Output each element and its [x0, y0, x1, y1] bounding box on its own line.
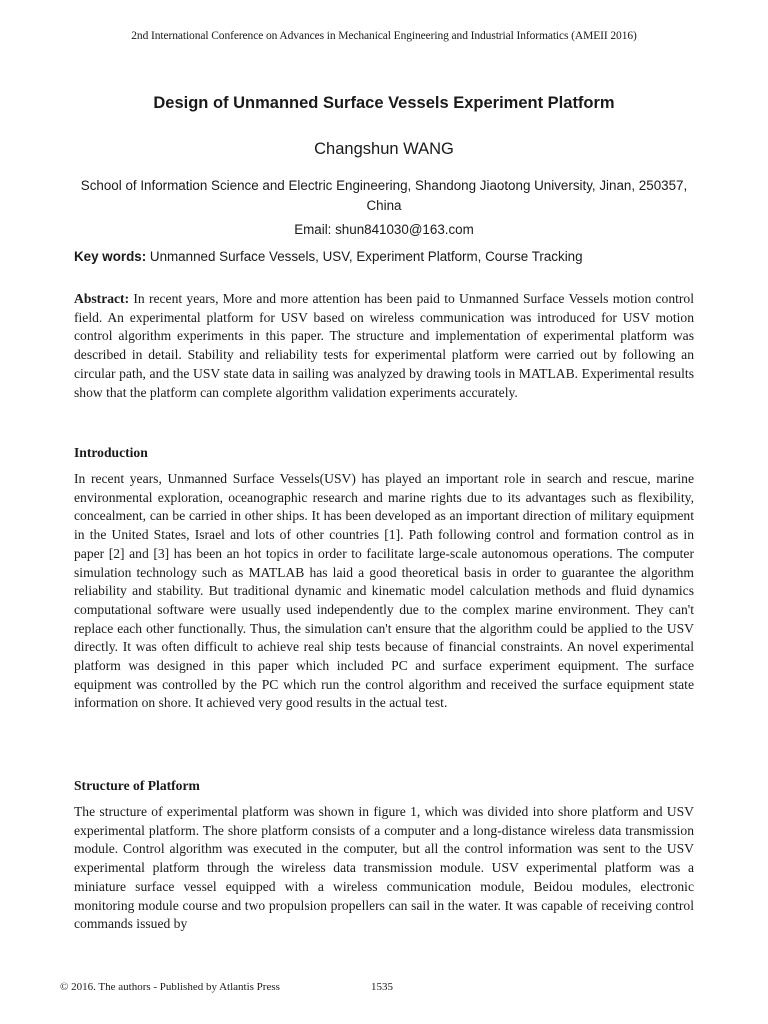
conference-header: 2nd International Conference on Advances in Mechanical Engineering and Industrial Informatics (AMEII 2016)	[131, 30, 637, 42]
section-heading-introduction: Introduction	[74, 445, 148, 460]
section-heading-structure: Structure of Platform	[74, 778, 200, 793]
author-email: Email: shun841030@163.com	[294, 222, 474, 237]
author-affiliation: School of Information Science and Electric Engineering, Shandong Jiaotong University, Jinan, 250357, China	[80, 178, 688, 213]
footer-page-number: 1535	[371, 981, 393, 993]
section-body-introduction: In recent years, Unmanned Surface Vessels(USV) has played an important role in search and rescue, marine environmental exploration, oceanographic research and marine rights due to its advantages such as flexibility, concealment, can be carried in other ships. It has been developed as an important direction of military equipment in the United States, Israel and lots of other countries [1]. Path following control and formation control as in paper [2] and [3] has been an hot topics in order to facilitate large-scale autonomous operations. The computer simulation technology such as MATLAB has laid a good theoretical basis in order to guarantee the algorithm reliability and stability. But traditional dynamic and kinematic model calculation methods and fluid dynamics computational software were usually used independently due to the complex marine environment. They can't replace each other functionally. Thus, the simulation can't ensure that the algorithm could be applied to the USV directly. It was often difficult to achieve real ship tests because of financial constraints. An novel experimental platform was designed in this paper which included PC and surface experiment equipment. The surface equipment was controlled by the PC which run the control algorithm and received the surface equipment state information on shore. It achieved very good results in the actual test.	[74, 471, 694, 711]
keywords-text: Unmanned Surface Vessels, USV, Experiment Platform, Course Tracking	[146, 249, 583, 264]
author-name: Changshun WANG	[314, 140, 454, 158]
section-body-structure: The structure of experimental platform was shown in figure 1, which was divided into shore platform and USV experimental platform. The shore platform consists of a computer and a long-distance wireless data transmission module. Control algorithm was executed in the computer, but all the control information was sent to the USV experimental platform through the wireless data transmission module. USV experimental platform was a miniature surface vessel equipped with a wireless communication module, Beidou modules, electronic monitoring module course and two propulsion propellers can sail in the water. It was capable of receiving control commands issued by	[74, 804, 694, 932]
abstract	[74, 290, 694, 402]
abstract-text: In recent years, More and more attention has been paid to Unmanned Surface Vessels motion control field. An experimental platform for USV based on wireless communication was introduced for USV motion control algorithm experiments in this paper. The structure and implementation of experimental platform was described in detail. Stability and reliability tests for experimental platform were carried out by following an circular path, and the USV state data in sailing was analyzed by drawing tools in MATLAB. Experimental results show that the platform can complete algorithm validation experiments accurately.	[74, 291, 694, 400]
footer-copyright: © 2016. The authors - Published by Atlantis Press	[60, 981, 280, 993]
abstract-label: Abstract:	[74, 291, 130, 306]
paper-title: Design of Unmanned Surface Vessels Experiment Platform	[153, 94, 615, 112]
keywords-label: Key words:	[74, 249, 147, 264]
keywords	[74, 249, 694, 264]
